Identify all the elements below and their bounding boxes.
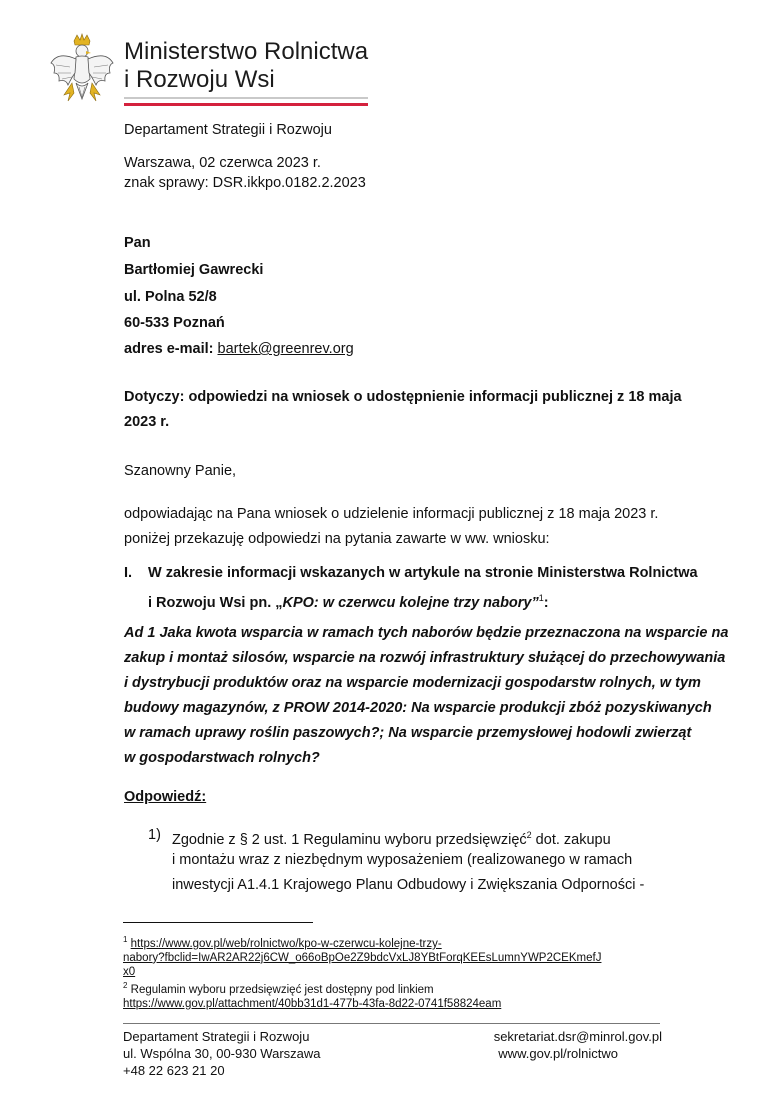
ministry-name-line1: Ministerstwo Rolnictwa [124,38,369,65]
footer-department: Departament Strategii i Rozwoju [123,1029,310,1044]
addressee-name: Bartłomiej Gawrecki [124,262,264,278]
question-line-5: w ramach uprawy roślin paszowych?; Na wsparcie przemysłowej hodowli zwierząt [124,725,692,741]
department-name: Departament Strategii i Rozwoju [124,122,332,138]
footnote-2 [123,979,663,1011]
footnote-separator [123,922,313,923]
footnote-1-number: 1 [123,935,128,944]
answer-heading: Odpowiedź: [124,789,207,805]
addressee-street: ul. Polna 52/8 [124,289,217,305]
footnote-1-link-line-3[interactable]: x0 [123,965,136,978]
footnote-ref-2[interactable]: 2 [526,830,532,840]
header-divider-gray [124,97,368,99]
question-line-3: i dystrybucji produktów oraz na wsparcie modernizacji gospodarstw rolnych, w tym [124,675,701,691]
footnote-1-link-line-2[interactable]: nabory?fbclid=IwAR2AR22j6CW_o66oBpOe2Z9bdcVxLJ8YBtForqKEEsLumnYWP2CEKmefJ [123,951,602,964]
question-line-4: budowy magazynów, z PROW 2014-2020: Na wsparcie produkcji zbóż pozyskiwanych [124,700,712,716]
addressee-salutation: Pan [124,235,151,251]
addressee-city: 60-533 Poznań [124,315,225,331]
addressee-email-link[interactable]: bartek@greenrev.org [217,341,354,357]
ministry-name [124,38,368,94]
section-heading-colon: : [543,594,549,611]
footer-divider [123,1023,660,1024]
header-divider-red [124,103,368,106]
footer-website: www.gov.pl/rolnictwo [498,1046,618,1061]
footer-email: sekretariat.dsr@minrol.gov.pl [493,1029,662,1044]
section-heading-prefix: i Rozwoju Wsi pn. „ [148,594,283,611]
footnote-2-link[interactable]: https://www.gov.pl/attachment/40bb31d1-477b-43fa-8d22-0741f58824eam [123,997,502,1010]
subject-line-2: 2023 r. [124,414,170,430]
answer-item-line-1-text: Zgodnie z § 2 ust. 1 Regulaminu wyboru przedsięwzięć [172,831,527,848]
footnote-1-link-line-1[interactable]: https://www.gov.pl/web/rolnictwo/kpo-w-czerwcu-kolejne-trzy- [130,937,442,950]
answer-item-line-2: i montażu wraz z niezbędnym wyposażeniem (realizowanego w ramach [172,852,633,868]
footnote-ref-1[interactable]: 1 [538,593,544,603]
answer-item-line-1 [172,824,611,851]
addressee-email-row [124,338,354,360]
section-number: I. [124,565,133,581]
question-line-1: Ad 1 Jaka kwota wsparcia w ramach tych naborów będzie przeznaczona na wsparcie na [124,625,729,641]
subject-line-1: Dotyczy: odpowiedzi na wniosek o udostępnienie informacji publicznej z 18 maja [124,389,682,405]
section-article-title: KPO: w czerwcu kolejne trzy nabory [282,594,532,611]
answer-item-number: 1) [148,827,161,843]
section-heading-line-1: W zakresie informacji wskazanych w artykule na stronie Ministerstwa Rolnictwa [148,565,698,581]
email-label: adres e-mail: [124,341,214,357]
footnote-2-number: 2 [123,981,128,990]
question-line-6: w gospodarstwach rolnych? [124,750,320,766]
answer-item-line-3: inwestycji A1.4.1 Krajowego Planu Odbudowy i Zwiększania Odporności - [172,877,645,893]
ministry-name-line2: i Rozwoju Wsi [124,66,275,93]
footer-address: ul. Wspólna 30, 00-930 Warszawa [123,1046,321,1061]
answer-item-line-1-end: dot. zakupu [531,831,611,848]
case-reference: znak sprawy: DSR.ikkpo.0182.2.2023 [124,175,366,191]
greeting: Szanowny Panie, [124,463,237,479]
footer-phone: +48 22 623 21 20 [123,1063,225,1078]
question-line-2: zakup i montaż silosów, wsparcie na rozwój infrastruktury służącej do przechowywania [124,650,726,666]
coat-of-arms-eagle-icon [48,33,116,111]
footnote-2-text: Regulamin wyboru przedsięwzięć jest dostępny pod linkiem [130,983,434,996]
section-heading-closing-quote: ” [531,594,539,611]
intro-line-1: odpowiadając na Pana wniosek o udzielenie informacji publicznej z 18 maja 2023 r. [124,506,659,522]
intro-line-2: poniżej przekazuję odpowiedzi na pytania zawarte w ww. wniosku: [124,531,550,547]
footnote-1 [123,933,663,979]
place-and-date: Warszawa, 02 czerwca 2023 r. [124,155,321,171]
section-heading-line-2 [148,587,549,614]
